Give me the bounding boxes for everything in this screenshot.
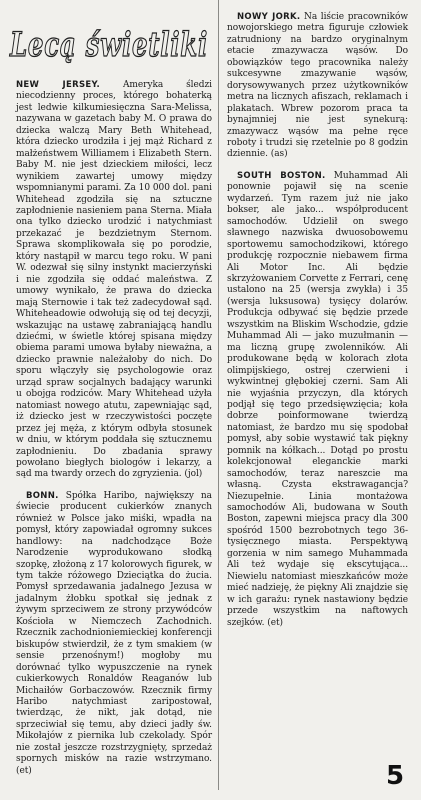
article-lead: NOWY JORK. xyxy=(237,12,301,22)
article-lead: SOUTH BOSTON. xyxy=(237,170,326,181)
headline-text: Lecą świetliki xyxy=(9,25,208,65)
article-body: Na liście pracowników nowojorskiego metra figuruje człowiek zatrudniony na bardzo oryginalnym etacie zmazywacza wąsów. Do obowiązków tego pracownika należy sukcesywne zmazywanie wąsów, dorysowywanych przez użytkowników metra na licznych afiszach, reklamach i plakatach. Wbrew pozorom praca ta bynajmniej nie jest synekurą: zmazywacz wąsów ma pełne ręce roboty i trudzi się rzetelnie po 8 godzin dziennie. (as) xyxy=(227,12,408,160)
page-number: 5 xyxy=(386,761,405,791)
article-lead: NEW JERSEY. xyxy=(16,80,101,90)
article-lead: BONN. xyxy=(26,490,59,501)
column-divider xyxy=(218,0,219,790)
article-south-boston xyxy=(227,171,408,629)
left-column xyxy=(16,80,212,777)
article-body: Spółka Haribo, największy na świecie producent cukierków znanych również w Polsce jako miśki, wpadła na pomysł, który zapowiadał ogromny sukces handlowy: na nadchodzące Boże Narodzenie wyprodukowano słodką szopkę, złożoną z 17 kolorowych figurek, w tym także różowego Dzieciątka do żucia. Pomysł sprzedawania jadalnego Jezusa w jadalnym żłobku spotkał się jednak z żywym sprzeciwem ze strony przywódców Kościoła w Niemczech Zachodnich. Rzecznik zachodnioniemieckiej konferencji biskupów stwierdził, że z tym smakiem (w sensie przenośnym!) mogłoby mu dorównać tylko wypuszczenie na rynek cukierkowych Ronaldów Reaganów lub Michaiłów Gorbaczowów. Rzecznik firmy Haribo natychmiast zaripostował, twierdząc, że nikt, jak dotąd, nie sprzeciwiał się temu, aby dzieci jadły św. Mikołajów z piernika lub czekolady. Spór nie został jeszcze rozstrzygnięty, sprzedaż spornych misków na razie wstrzymano. (et) xyxy=(16,490,212,776)
article-nowy-jork xyxy=(227,12,408,161)
article-new-jersey xyxy=(16,80,212,481)
article-body: Ameryka śledzi niecodzienny proces, którego bohaterką jest ledwie kilkumiesięczna Sara-Melissa, nazywana w gazetach baby M. O prawa do dziecka walczą Mary Beth Whitehead, która dziecko urodziła i jej mąż Richard z małżeństwem Williamem i Elizabeth Stern. Baby M. nie jest dzieckiem miłości, lecz wynikiem zawartej umowy między wspomnianymi parami. Za 10 000 dol. pani Whitehead zgodziła się na sztuczne zapłodnienie nasieniem pana Sterna. Miała ona tylko dziecko urodzić i natychmiast przekazać je bezdzietnym Sternom. Sprawa skomplikowała się po porodzie, który nastąpił w marcu tego roku. W pani W. odezwał się silny instynkt macierzyński i nie zgodziła się oddać maleństwa. Z umowy wynikało, że prawa do dziecka mają Sternowie i tak też zadecydował sąd. Whiteheadowie odwołują się od tej decyzji, wskazując na ustawę zabraniającą handlu dziećmi, w świetle której spisana między obiema parami umowa byłaby nieważna, a dziecko prawnie należałoby do nich. Do sporu włączyły się psychologowie oraz urząd spraw socjalnych badający warunki u obojga rodziców. Mary Whitehead użyła natomiast nowego atutu, zapewniając sąd, iż dziecko jest w rzeczywistości poczęte przez jej męża, z którym odbyła stosunek w dniu, w którym poddała się sztucznemu zapłodnieniu. Do zbadania sprawy powołano biegłych biologów i lekarzy, a sąd ma twardy orzech do zgryzienia. (jol) xyxy=(16,80,212,480)
article-body: Muhammad Ali ponownie pojawił się na scenie wydarzeń. Tym razem już nie jako bokser, ale jako... współproducent samochodów. Udzielił on swego sławnego nazwiska dwuosobowemu sportowemu samochodzikowi, którego produkcję rozpocznie niebawem firma Ali Motor Inc. Ali będzie skrzyżowaniem Corvette z Ferrari, cenę ustalono na 25 (wersja zwykła) i 35 (wersja luksusowa) tysięcy dolarów. Produkcja odbywać się będzie przede wszystkim na Bliskim Wschodzie, gdzie Muhammad Ali — jako muzułmanin — ma liczną grupę zwolenników. Ali produkowane będą w kolorach złota olimpijskiego, ostrej czerwieni i wykwintnej głębokiej czerni. Sam Ali nie wyjaśnia przyczyn, dla których podjął się tego przedsięwzięcia; koła dobrze poinformowane twierdzą natomiast, że bardzo mu się spodobał pomysł, aby sobie wystawić tak piękny pomnik na kółkach... Dotąd po prostu kolekcjonował eleganckie marki samochodów, teraz nareszcie ma własną. Czysta ekstrawagancja? Niezupełnie. Linia montażowa samochodów Ali, budowana w South Boston, zapewni miejsca pracy dla 300 spośród 1500 bezrobotnych tego 36-tysięcznego miasta. Perspektywą gorzenia w nim samego Muhammada Ali też wydaje się ekscytująca... Niewielu natomiast mieszkańców może mieć nadzieję, że piękny Ali znajdzie się w ich garażu: rynek nastawiony będzie przede wszystkim na naftowych szejków. (et) xyxy=(227,170,408,628)
article-bonn xyxy=(16,491,212,777)
right-column xyxy=(227,2,408,629)
headline xyxy=(8,20,213,66)
